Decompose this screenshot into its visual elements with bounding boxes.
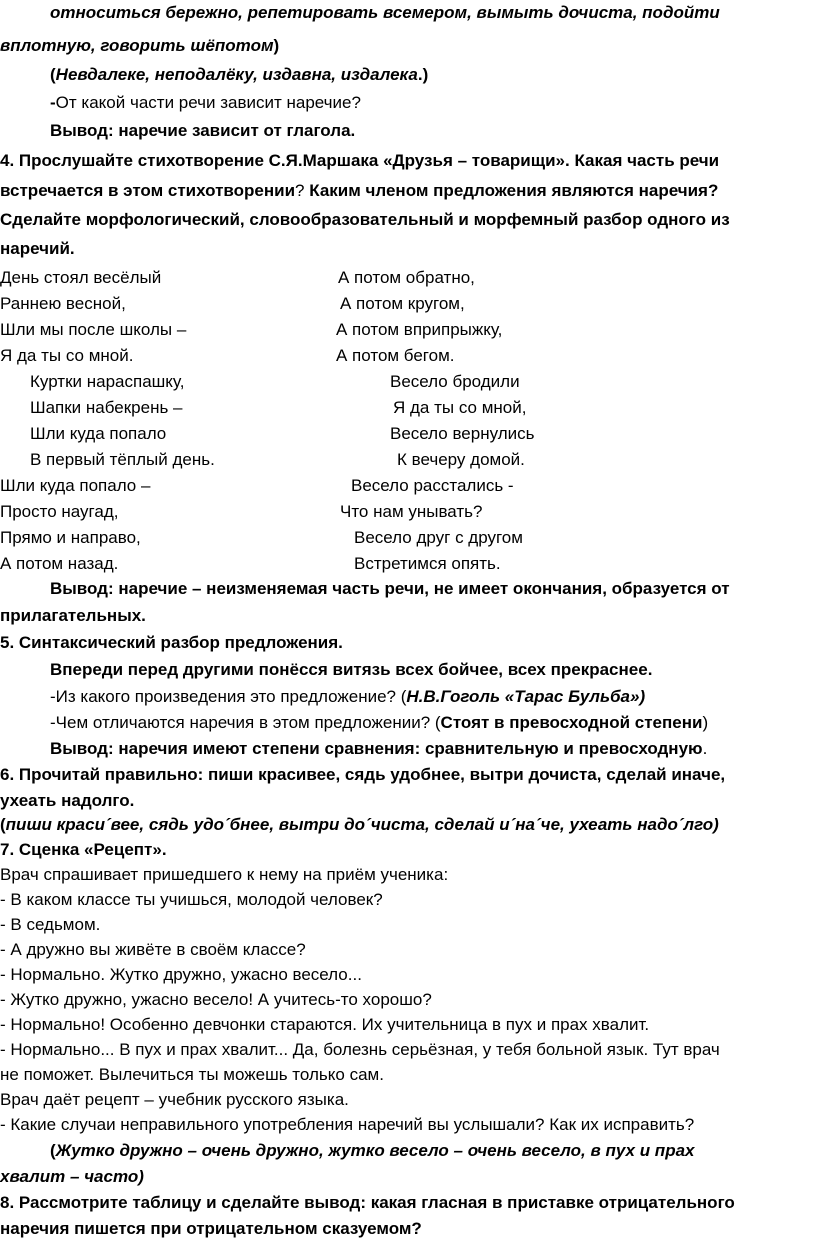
dialogue-line: Врач спрашивает пришедшего к нему на приём ученика: — [0, 865, 449, 884]
task4-heading-line3: Сделайте морфологический, словообразовательный и морфемный разбор одного из — [0, 210, 730, 229]
poem-line: Весело расстались - — [351, 476, 514, 495]
poem-line: Я да ты со мной, — [393, 398, 527, 417]
poem-line: Шли куда попало – — [0, 476, 151, 495]
poem-line: Просто наугад, — [0, 502, 119, 521]
task6-heading-line2: ухеать надолго. — [0, 791, 135, 810]
poem-line: Весело вернулись — [390, 424, 535, 443]
dialogue-line: - А дружно вы живёте в своём классе? — [0, 940, 306, 959]
dialogue-line: - Жутко дружно, ужасно весело! А учитесь-то хорошо? — [0, 990, 432, 1009]
poem-line: Я да ты со мной. — [0, 346, 134, 365]
task3-question: -От какой части речи зависит наречие? — [50, 93, 361, 112]
task6-answer: (пиши краси´вее, сядь удо´бнее, вытри до´чиста, сделай и´на´че, ухеать надо´лго) — [0, 815, 719, 834]
task4-heading-line4: наречий. — [0, 239, 75, 258]
task4-conclusion-line1: Вывод: наречие – неизменяемая часть речи, не имеет окончания, образуется от — [50, 579, 730, 598]
poem-line: День стоял весёлый — [0, 268, 162, 287]
task7-answer-line1: (Жутко дружно – очень дружно, жутко весело – очень весело, в пух и прах — [50, 1141, 695, 1160]
dialogue-line: - Нормально! Особенно девчонки стараются. Их учительница в пух и прах хвалит. — [0, 1015, 650, 1034]
task3-conclusion: Вывод: наречие зависит от глагола. — [50, 121, 356, 140]
task7-heading: 7. Сценка «Рецепт». — [0, 840, 167, 859]
poem-line: А потом назад. — [0, 554, 119, 573]
poem-line: Раннею весной, — [0, 294, 126, 313]
task5-conclusion: Вывод: наречия имеют степени сравнения: сравнительную и превосходную. — [50, 739, 708, 758]
task3-words-line2: вплотную, говорить шёпотом) — [0, 36, 280, 55]
poem-line: Весело друг с другом — [354, 528, 523, 547]
task8-heading-line2: наречия пишется при отрицательном сказуемом? — [0, 1219, 422, 1238]
task5-heading: 5. Синтаксический разбор предложения. — [0, 633, 343, 652]
task8-heading-line1: 8. Рассмотрите таблицу и сделайте вывод: какая гласная в приставке отрицательного — [0, 1193, 735, 1212]
poem-line: А потом обратно, — [338, 268, 475, 287]
task5-question1: -Из какого произведения это предложение? (Н.В.Гоголь «Тарас Бульба») — [50, 687, 646, 706]
task4-heading-line2: встречается в этом стихотворении? Каким членом предложения являются наречия? — [0, 181, 719, 200]
dialogue-line: Врач даёт рецепт – учебник русского языка. — [0, 1090, 349, 1109]
poem-line: А потом бегом. — [336, 346, 455, 365]
task7-answer-line2: хвалит – часто) — [0, 1167, 144, 1186]
task3-words-line1: относиться бережно, репетировать всемером, вымыть дочиста, подойти — [50, 3, 720, 22]
task4-heading-line1: 4. Прослушайте стихотворение С.Я.Маршака «Друзья – товарищи». Какая часть речи — [0, 151, 720, 170]
poem-line: В первый тёплый день. — [30, 450, 215, 469]
dialogue-line: - Нормально. Жутко дружно, ужасно весело... — [0, 965, 362, 984]
dialogue-line: - Какие случаи неправильного употребления наречий вы услышали? Как их исправить? — [0, 1115, 695, 1134]
task6-heading-line1: 6. Прочитай правильно: пиши красивее, сядь удобнее, вытри дочиста, сделай иначе, — [0, 765, 726, 784]
poem-line: Куртки нараспашку, — [30, 372, 185, 391]
poem-line: А потом вприпрыжку, — [336, 320, 503, 339]
dialogue-line: не поможет. Вылечиться ты можешь только сам. — [0, 1065, 384, 1084]
poem-line: Встретимся опять. — [354, 554, 501, 573]
poem-line: Что нам унывать? — [340, 502, 483, 521]
task5-question2: -Чем отличаются наречия в этом предложении? (Стоят в превосходной степени) — [50, 713, 709, 732]
dialogue-line: - В седьмом. — [0, 915, 101, 934]
dialogue-line: - В каком классе ты учишься, молодой человек? — [0, 890, 383, 909]
poem-line: Весело бродили — [390, 372, 520, 391]
dialogue-line: - Нормально... В пух и прах хвалит... Да, болезнь серьёзная, у тебя больной язык. Тут врач — [0, 1040, 720, 1059]
poem-line: Шли куда попало — [30, 424, 167, 443]
poem-line: Шапки набекрень – — [30, 398, 183, 417]
poem-line: К вечеру домой. — [397, 450, 525, 469]
poem-line: Прямо и направо, — [0, 528, 141, 547]
poem-line: Шли мы после школы – — [0, 320, 187, 339]
task3-answer: (Невдалеке, неподалёку, издавна, издалека.) — [50, 65, 429, 84]
task5-sentence: Впереди перед другими понёсся витязь всех бойчее, всех прекраснее. — [50, 660, 653, 679]
task4-conclusion-line2: прилагательных. — [0, 606, 146, 625]
poem-line: А потом кругом, — [340, 294, 465, 313]
